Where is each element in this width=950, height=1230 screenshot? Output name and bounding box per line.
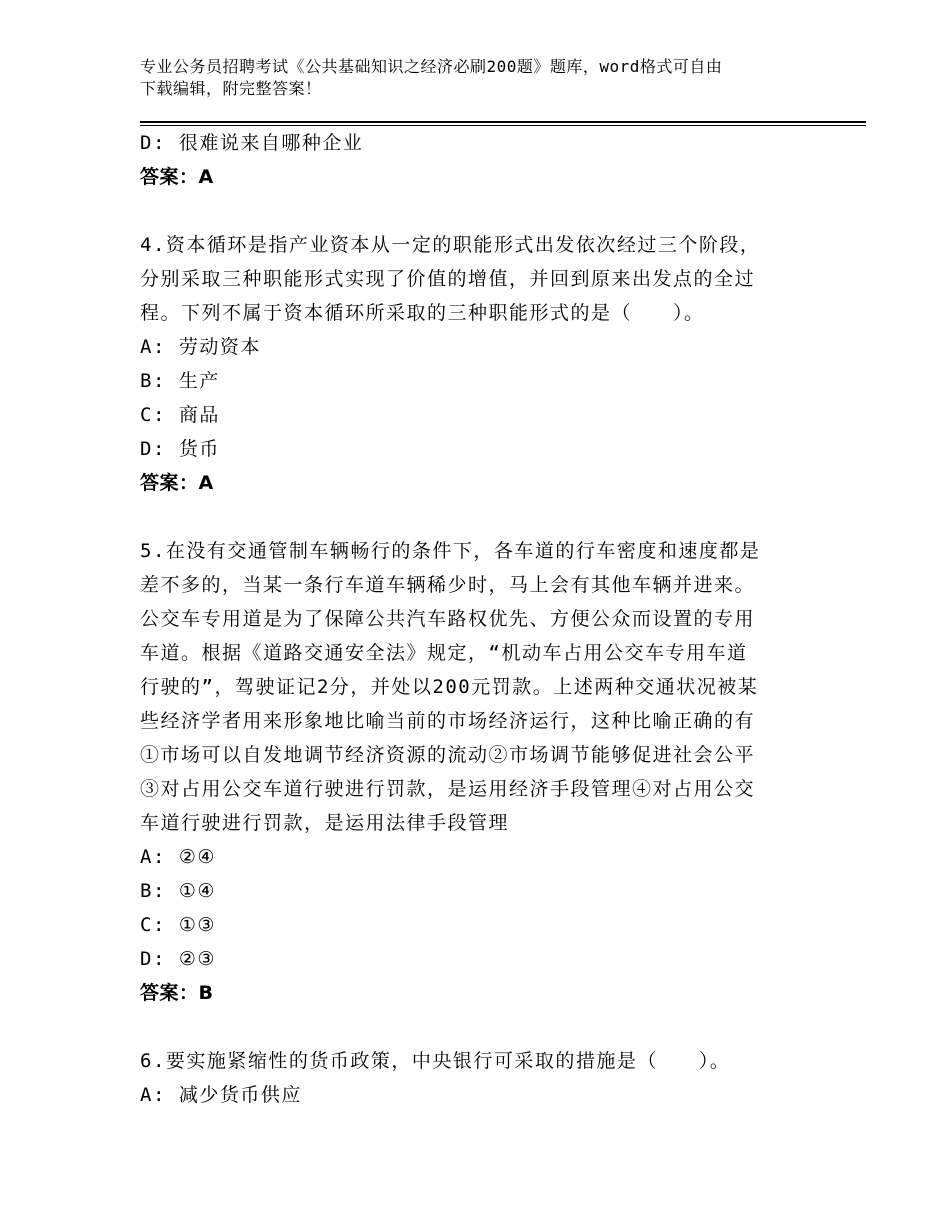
question-stem-line: 6.要实施紧缩性的货币政策，中央银行可采取的措施是（ ）。 bbox=[140, 1050, 731, 1072]
document-body bbox=[140, 126, 820, 1112]
question-stem-line: 车道行驶进行罚款，是运用法律手段管理 bbox=[140, 812, 510, 834]
question-4 bbox=[140, 228, 820, 500]
header-divider-thick bbox=[140, 121, 866, 123]
option-d: D: 货币 bbox=[140, 438, 220, 460]
question-stem-line: 些经济学者用来形象地比喻当前的市场经济运行，这种比喻正确的有 bbox=[140, 710, 756, 732]
spacer bbox=[140, 1010, 820, 1044]
page-header bbox=[140, 56, 820, 100]
question-5 bbox=[140, 534, 820, 1010]
question-6 bbox=[140, 1044, 820, 1112]
question-stem-line: 车道。根据《道路交通安全法》规定，“机动车占用公交车专用车道 bbox=[140, 642, 748, 664]
question-3-tail bbox=[140, 126, 820, 194]
answer: 答案：B bbox=[140, 982, 214, 1004]
answer: 答案：A bbox=[140, 166, 214, 188]
question-stem-line: 公交车专用道是为了保障公共汽车路权优先、方便公众而设置的专用 bbox=[140, 608, 756, 630]
header-line-1: 专业公务员招聘考试《公共基础知识之经济必刷200题》题库，word格式可自由 bbox=[140, 57, 723, 76]
question-stem-line: 5.在没有交通管制车辆畅行的条件下，各车道的行车密度和速度都是 bbox=[140, 540, 761, 562]
header-line-2: 下载编辑，附完整答案！ bbox=[140, 79, 322, 98]
question-stem-line: 程。下列不属于资本循环所采取的三种职能形式的是（ ）。 bbox=[140, 302, 705, 324]
option-d: D: 很难说来自哪种企业 bbox=[140, 132, 364, 154]
option-c: C: 商品 bbox=[140, 404, 220, 426]
question-stem-line: 行驶的”，驾驶证记2分，并处以200元罚款。上述两种交通状况被某 bbox=[140, 676, 759, 698]
option-a: A: 减少货币供应 bbox=[140, 1084, 302, 1106]
question-stem-line: 分别采取三种职能形式实现了价值的增值，并回到原来出发点的全过 bbox=[140, 268, 756, 290]
option-d: D: ②③ bbox=[140, 948, 216, 970]
question-stem-line: ③对占用公交车道行驶进行罚款，是运用经济手段管理④对占用公交 bbox=[140, 778, 756, 800]
option-c: C: ①③ bbox=[140, 914, 216, 936]
spacer bbox=[140, 194, 820, 228]
option-b: B: 生产 bbox=[140, 370, 220, 392]
question-stem-line: 差不多的，当某一条行车道车辆稀少时，马上会有其他车辆并进来。 bbox=[140, 574, 756, 596]
question-stem-line: 4.资本循环是指产业资本从一定的职能形式出发依次经过三个阶段， bbox=[140, 234, 761, 256]
answer: 答案：A bbox=[140, 472, 214, 494]
option-a: A: ②④ bbox=[140, 846, 216, 868]
option-a: A: 劳动资本 bbox=[140, 336, 261, 358]
spacer bbox=[140, 500, 820, 534]
option-b: B: ①④ bbox=[140, 880, 216, 902]
question-stem-line: ①市场可以自发地调节经济资源的流动②市场调节能够促进社会公平 bbox=[140, 744, 756, 766]
